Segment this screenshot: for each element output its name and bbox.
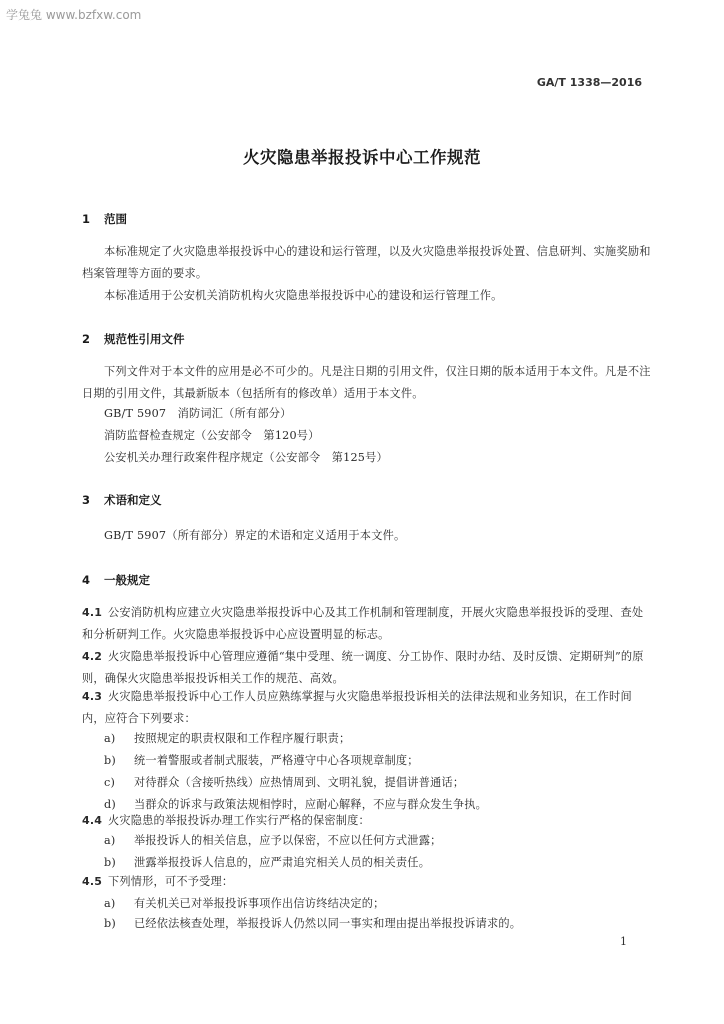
page-number: 1	[620, 935, 627, 948]
clause-4-5	[82, 871, 652, 893]
list-item-text: 对待群众（含接听热线）应热情周到、文明礼貌，提倡讲普通话；	[134, 776, 465, 789]
section-title: 术语和定义	[104, 493, 162, 507]
clause-text: 火灾隐患举报投诉中心工作人员应熟练掌握与火灾隐患举报投诉相关的法律法规和业务知识，在工作时间内，应符合下列要求：	[82, 690, 632, 725]
list-item	[104, 774, 464, 790]
list-item	[104, 752, 419, 768]
clause-4-3	[82, 686, 652, 730]
list-marker: d)	[104, 798, 116, 811]
list-marker: b)	[104, 754, 116, 767]
clause-4-1	[82, 602, 652, 646]
section-number: 3	[82, 493, 91, 507]
list-marker: a)	[104, 897, 116, 910]
section-title: 一般规定	[104, 573, 150, 587]
clause-text: 火灾隐患的举报投诉办理工作实行严格的保密制度：	[108, 814, 370, 827]
section-title: 范围	[104, 212, 127, 226]
reference-item: GB/T 5907 消防词汇（所有部分）	[104, 407, 292, 420]
reference-item: 消防监督检查规定（公安部令 第120号）	[104, 429, 320, 442]
list-marker: b)	[104, 917, 116, 930]
section-3-paragraph-1: GB/T 5907（所有部分）界定的术语和定义适用于本文件。	[104, 529, 406, 542]
clause-number: 4.2	[82, 650, 103, 663]
list-item	[104, 854, 430, 870]
clause-text: 火灾隐患举报投诉中心管理应遵循“集中受理、统一调度、分工协作、限时办结、及时反馈、定期研判”的原则，确保火灾隐患举报投诉相关工作的规范、高效。	[82, 650, 644, 685]
list-item	[104, 895, 385, 911]
section-number: 2	[82, 332, 91, 346]
clause-number: 4.5	[82, 875, 103, 888]
clause-number: 4.3	[82, 690, 103, 703]
list-item-text: 已经依法核查处理，举报投诉人仍然以同一事实和理由提出举报投诉请求的。	[134, 917, 522, 930]
watermark-text: 学兔兔 www.bzfxw.com	[6, 8, 142, 22]
list-marker: b)	[104, 856, 116, 869]
section-2-heading	[82, 331, 185, 347]
document-title: 火灾隐患举报投诉中心工作规范	[243, 148, 481, 167]
clause-number: 4.4	[82, 814, 103, 827]
section-number: 1	[82, 212, 91, 226]
clause-text: 公安消防机构应建立火灾隐患举报投诉中心及其工作机制和管理制度，开展火灾隐患举报投诉的受理、查处和分析研判工作。火灾隐患举报投诉中心应设置明显的标志。	[82, 606, 644, 641]
section-2-paragraph-1: 下列文件对于本文件的应用是必不可少的。凡是注日期的引用文件，仅注日期的版本适用于本文件。凡是不注日期的引用文件，其最新版本（包括所有的修改单）适用于本文件。	[82, 365, 651, 400]
section-number: 4	[82, 573, 91, 587]
clause-text: 下列情形，可不予受理：	[108, 875, 234, 888]
standard-code: GA/T 1338—2016	[536, 76, 642, 89]
list-item-text: 按照规定的职责权限和工作程序履行职责；	[134, 732, 351, 745]
list-item-text: 当群众的诉求与政策法规相悖时，应耐心解释，不应与群众发生争执。	[134, 798, 488, 811]
section-1-heading	[82, 211, 127, 227]
clause-4-4	[82, 810, 652, 832]
list-marker: a)	[104, 732, 116, 745]
list-item	[104, 832, 441, 848]
list-marker: c)	[104, 776, 116, 789]
section-4-heading	[82, 572, 150, 588]
section-1-paragraph-1: 本标准规定了火灾隐患举报投诉中心的建设和运行管理，以及火灾隐患举报投诉处置、信息研判、实施奖励和档案管理等方面的要求。	[82, 245, 651, 280]
clause-4-2	[82, 646, 652, 690]
section-title: 规范性引用文件	[104, 332, 185, 346]
list-item-text: 有关机关已对举报投诉事项作出信访终结决定的；	[134, 897, 385, 910]
list-item-text: 泄露举报投诉人信息的，应严肃追究相关人员的相关责任。	[134, 856, 431, 869]
list-item	[104, 915, 521, 931]
list-item	[104, 730, 350, 746]
list-item-text: 统一着警服或者制式服装，严格遵守中心各项规章制度；	[134, 754, 419, 767]
reference-item: 公安机关办理行政案件程序规定（公安部令 第125号）	[104, 451, 388, 464]
list-marker: a)	[104, 834, 116, 847]
section-3-heading	[82, 492, 162, 508]
clause-number: 4.1	[82, 606, 103, 619]
list-item-text: 举报投诉人的相关信息，应予以保密，不应以任何方式泄露；	[134, 834, 442, 847]
section-1-paragraph-2: 本标准适用于公安机关消防机构火灾隐患举报投诉中心的建设和运行管理工作。	[104, 289, 503, 302]
